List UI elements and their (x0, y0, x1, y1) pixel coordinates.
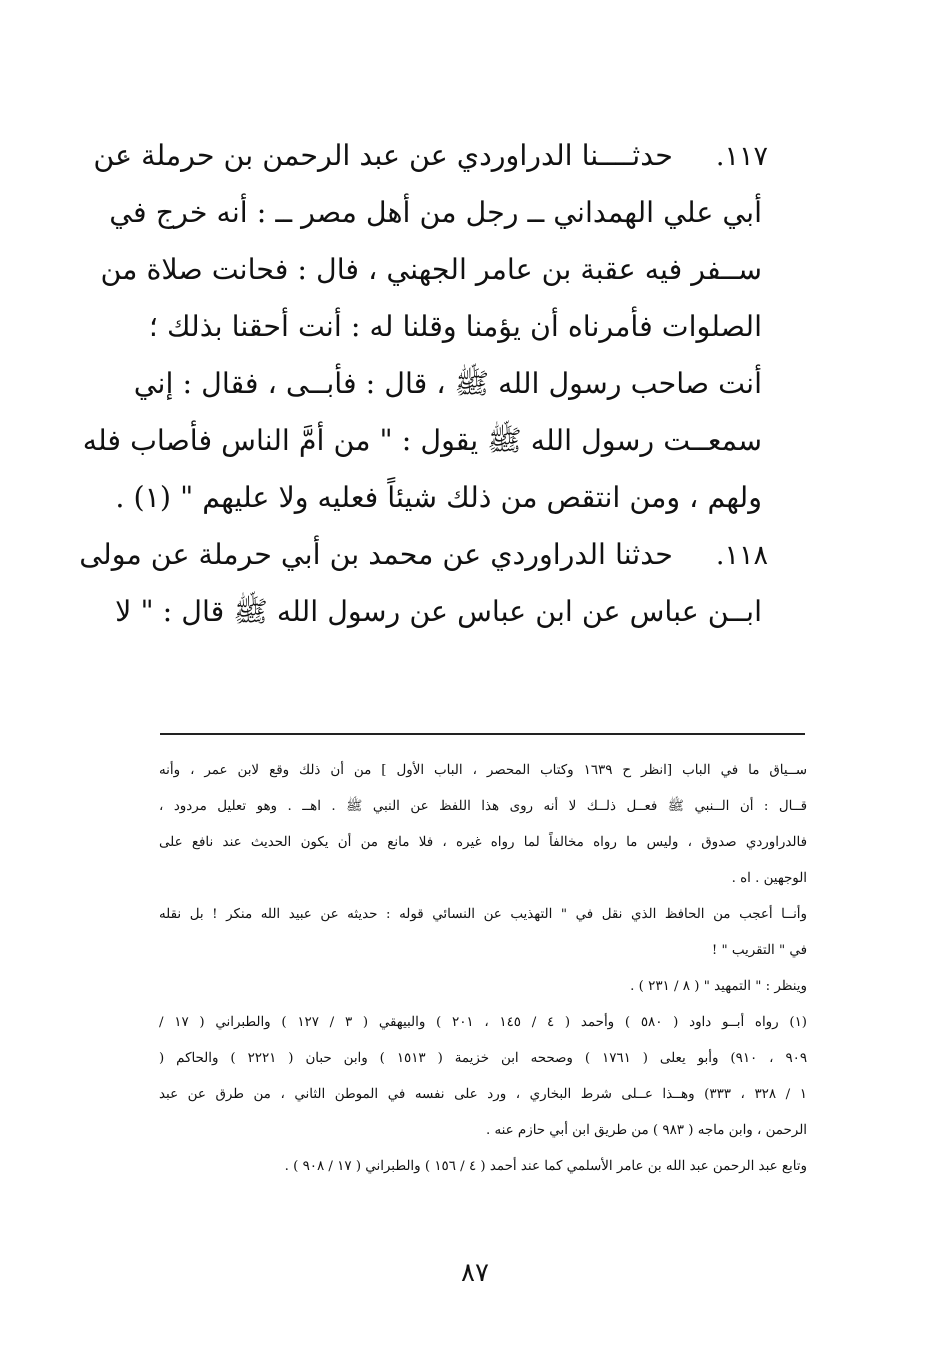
hadith-118-line: ابــن عباس عن ابن عباس عن رسول الله ﷺ قال : " لا (115, 595, 762, 628)
footnote-line: الوجهين . اه . (731, 871, 807, 886)
footnote-line: الرحمن ، وابن ماجه ( ٩٨٣ ) من طريق ابن أبي حازم عنه . (485, 1123, 807, 1138)
hadith-117-line: ســفر فيه عقبة بن عامر الجهني ، فال : فحانت صلاة من (100, 253, 762, 286)
footnote-line: (١) رواه أبــو داود ( ٥٨٠ ) وأحمد ( ٤ / ١٤٥ ، ٢٠١ ) والبيهقي ( ٣ / ١٢٧ ) والطبراني ( ١٧ / (159, 1015, 808, 1030)
hadith-117-line: الصلوات فأمرناه أن يؤمنا وقلنا له : أنت أحقنا بذلك ؛ (148, 310, 762, 343)
hadith-117-opening: حدثــــنا الدراوردي عن عبد الرحمن بن حرملة عن (93, 139, 673, 172)
hadith-118-number: ١١٨. (715, 540, 768, 571)
footnote-line: في " التقريب " ! (711, 943, 807, 958)
hadith-117-line: ولهم ، ومن انتقص من ذلك شيئاً فعليه ولا عليهم " (١) . (115, 481, 762, 514)
page-number: ٨٧ (461, 1258, 489, 1288)
footnote-line: ٩٠٩ ، ٩١٠) وأبو يعلى ( ١٧٦١ ) وصححه ابن خزيمة ( ١٥١٣ ) وابن حبان ( ٢٢٢١ ) والحاكم ( (159, 1051, 808, 1066)
hadith-117-line: أنت صاحب رسول الله ﷺ ، قال : فأبــى ، فقال : إني (133, 367, 762, 400)
hadith-117-first-line (93, 133, 768, 179)
footnote-line: وأنــا أعجب من الحافظ الذي نقل في " التهذيب عن النسائي قوله : حديثه عن عبيد الله منكر ! بل نقله (159, 907, 807, 922)
hadith-117-line: أبي علي الهمداني ــ رجل من أهل مصر ــ : أنه خرج في (109, 196, 762, 229)
hadith-117-number: ١١٧. (715, 141, 768, 172)
footnote-line: قــال : أن الــنبي ﷺ فعــل ذلــك لا أنه روى هذا اللفظ عن النبي ﷺ . اهــ . وهو تعليل مردود ، (159, 799, 807, 814)
footnote-line: فالدراوردي صدوق ، وليس ما رواه مخالفاً لما رواه غيره ، فلا مانع من أن يكون الحديث عند نافع على (159, 835, 807, 850)
hadith-118-first-line (79, 532, 768, 578)
footnote-separator (160, 733, 805, 735)
footnote-line: وتابع عبد الرحمن عبد الله بن عامر الأسلمي كما عند أحمد ( ٤ / ١٥٦ ) والطبراني ( ١٧ / ٩٠٨ ) . (284, 1159, 807, 1174)
footnote-line: وينظر : " التمهيد " ( ٨ / ٢٣١ ) . (630, 979, 807, 994)
footnote-line: ســياق ما في الباب [انظر ح ١٦٣٩ وكتاب المحصر ، الباب الأول ] من أن ذلك وقع لابن عمر ، وأنه (159, 763, 807, 778)
footnote-line: ١ / ٣٢٨ ، ٣٣٣) وهــذا عــلى شرط البخاري ، ورد على نفسه في الموطن الثاني ، من طرق عن عبد (159, 1087, 807, 1102)
hadith-117-line: سمعــت رسول الله ﷺ يقول : " من أمَّ الناس فأصاب فله (82, 424, 762, 457)
hadith-118-opening: حدثنا الدراوردي عن محمد بن أبي حرملة عن مولى (79, 538, 673, 571)
